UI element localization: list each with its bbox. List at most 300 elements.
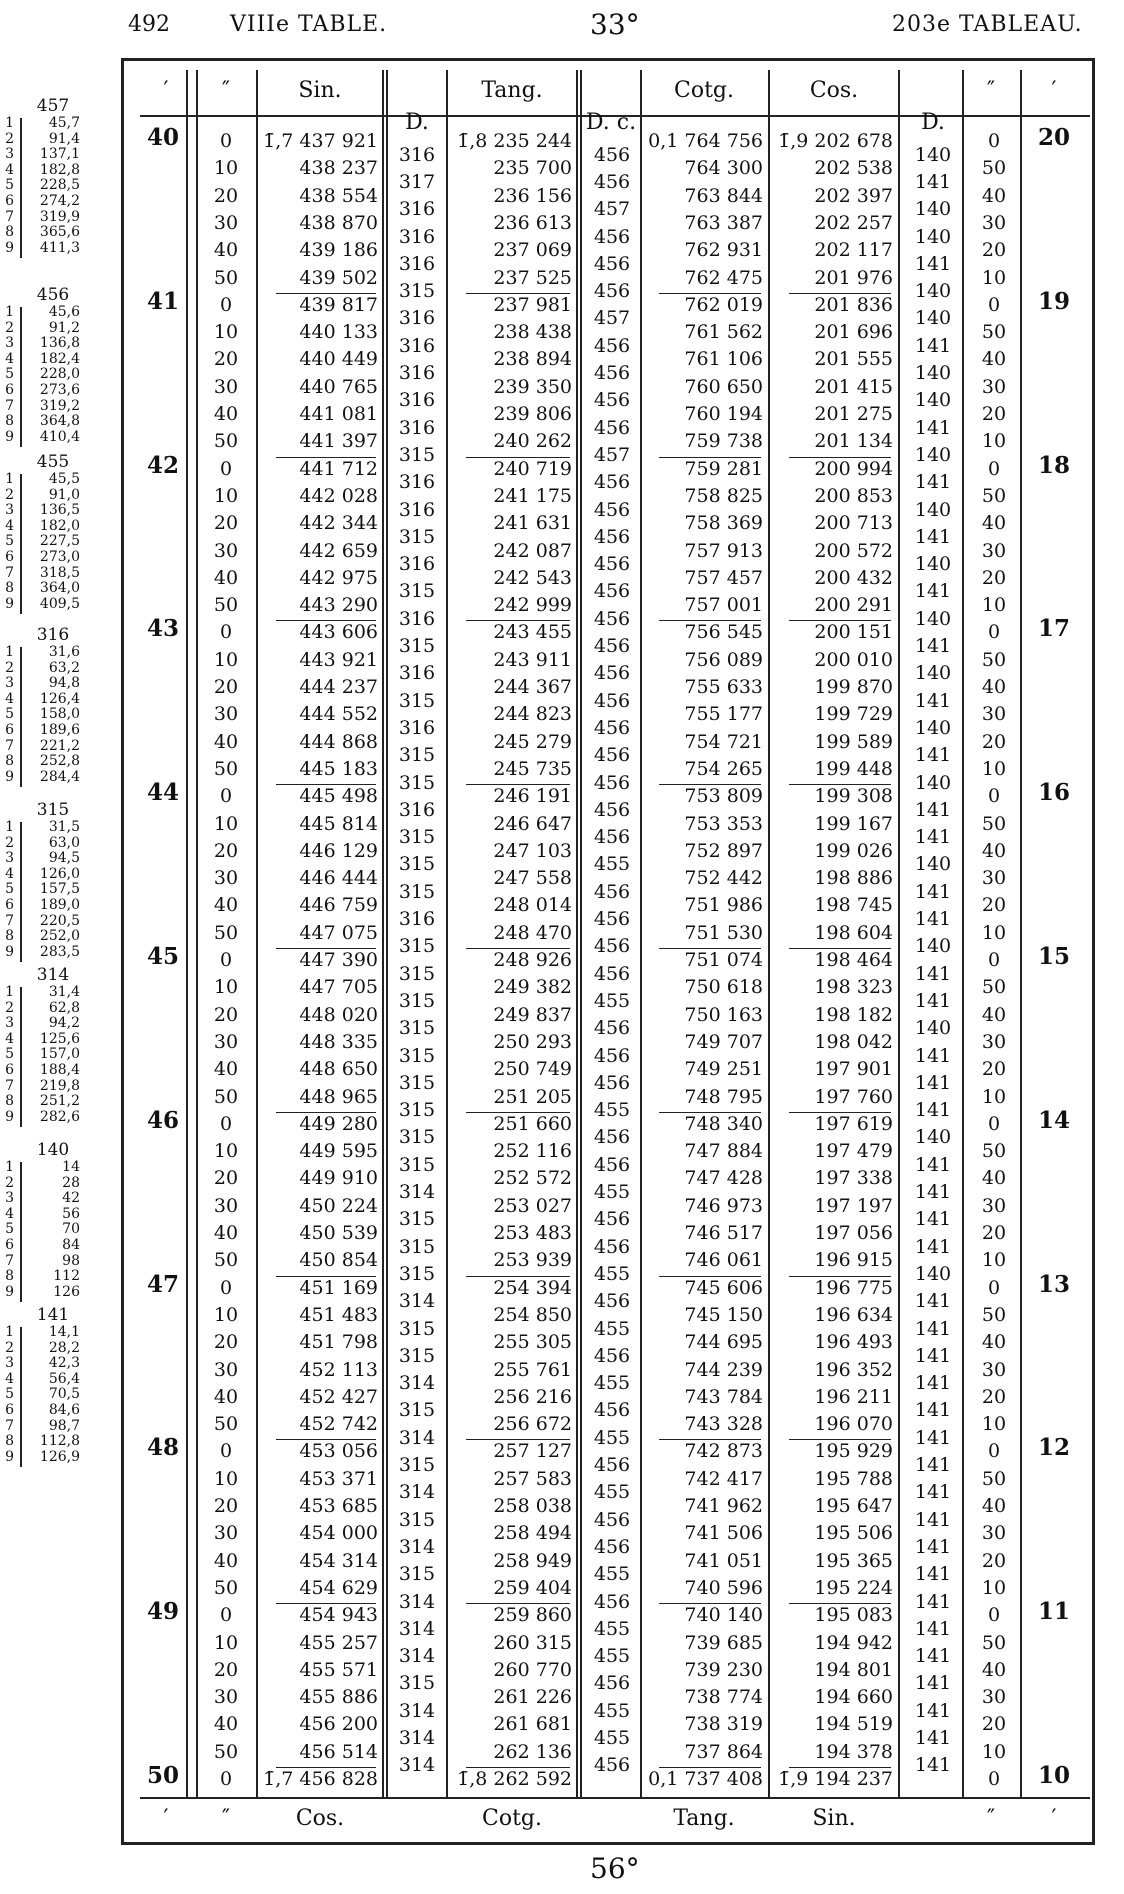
table-cell-s2: 0: [987, 1276, 1001, 1299]
pp-block: [0, 1140, 106, 1300]
table-cell-cotg: 760 194: [684, 403, 763, 425]
pp-value: 283,5: [39, 943, 80, 960]
table-cell-d2: 140: [914, 362, 952, 385]
table-cell-sin: 443 290: [299, 594, 378, 617]
table-cell-s2: 10: [981, 430, 1007, 453]
pp-value: 274,2: [39, 192, 80, 209]
table-cell-sin: 452 427: [299, 1385, 378, 1408]
table-cell-m2: 17: [1037, 615, 1070, 643]
column-header-min2: ′: [1051, 78, 1057, 103]
pp-value: 31,6: [48, 644, 80, 660]
pp-value: 63,2: [48, 659, 80, 676]
table-cell-cotg: 741 051: [684, 1549, 763, 1572]
pp-value: 98: [62, 1252, 80, 1269]
table-cell-cotg: 761 562: [684, 321, 763, 344]
table-cell-d: 315: [398, 1099, 436, 1122]
table-cell-tang: 261 226: [493, 1686, 572, 1709]
table-cell-s2: 40: [981, 512, 1007, 535]
table-cell-d: 316: [398, 252, 436, 275]
table-cell-dc: 456: [593, 416, 631, 439]
table-cell-dc: 456: [593, 498, 631, 521]
pp-index: 1: [5, 1324, 14, 1340]
table-cell-dc: 456: [593, 880, 631, 903]
table-cell-s: 10: [213, 1467, 239, 1490]
table-cell-d: 314: [398, 1699, 436, 1722]
table-cell-sin: 1̄,7 456 828: [263, 1768, 378, 1790]
column-footer-sec: ″: [221, 1806, 231, 1831]
table-cell-sin: 448 650: [299, 1058, 378, 1081]
table-cell-cotg: 759 281: [684, 457, 763, 480]
table-cell-cos: 202 538: [814, 157, 893, 180]
table-cell-s2: 10: [981, 1576, 1007, 1599]
table-cell-dc: 456: [593, 389, 631, 412]
table-cell-cos: 198 464: [814, 949, 893, 971]
table-cell-cotg: 757 457: [684, 566, 763, 589]
table-cell-s2: 20: [981, 239, 1007, 262]
table-cell-dc: 455: [593, 1099, 631, 1122]
table-cell-d2: 140: [914, 498, 952, 521]
table-cell-d: 316: [398, 362, 436, 385]
table-cell-dc: 456: [593, 1399, 631, 1422]
table-cell-d2: 140: [914, 853, 952, 876]
table-cell-d2: 141: [914, 880, 952, 903]
table-cell-s: 30: [213, 539, 239, 562]
table-cell-sin: 444 237: [299, 676, 378, 698]
table-cell-dc: 455: [593, 1727, 631, 1750]
table-cell-sin: 444 552: [299, 703, 378, 726]
table-cell-cos: 198 886: [814, 867, 893, 890]
table-cell-cotg: 763 844: [684, 184, 763, 207]
column-header-tang: Tang.: [481, 78, 543, 103]
column-rule: [382, 70, 384, 1797]
table-cell-cos: 195 788: [814, 1467, 893, 1490]
table-cell-d: 315: [398, 689, 436, 712]
footer-rule: [140, 1797, 1090, 1799]
table-cell-dc: 456: [593, 1508, 631, 1531]
table-cell-d: 315: [398, 962, 436, 985]
table-cell-cos: 198 604: [814, 921, 893, 944]
table-cell-s: 20: [213, 839, 239, 862]
table-cell-cotg: 760 650: [684, 375, 763, 398]
pp-item: [0, 519, 106, 535]
column-rule: [580, 70, 582, 1797]
minute-rule: [466, 293, 570, 294]
table-cell-cos: 201 415: [814, 375, 893, 398]
table-cell-dc: 456: [593, 553, 631, 576]
table-cell-sin: 446 444: [299, 867, 378, 890]
pp-index: 5: [5, 1221, 14, 1238]
column-footer-min2: ′: [1051, 1806, 1057, 1831]
table-cell-d: 316: [398, 334, 436, 357]
table-cell-d2: 141: [914, 252, 952, 275]
table-cell-d2: 141: [914, 1645, 952, 1668]
table-cell-cos: 199 870: [814, 676, 893, 698]
table-cell-d2: 140: [914, 443, 952, 466]
table-cell-d: 314: [398, 1290, 436, 1313]
pp-index: 6: [5, 721, 14, 738]
table-cell-cos: 196 634: [814, 1303, 893, 1326]
table-cell-dc: 456: [593, 471, 631, 494]
pp-head: 456: [36, 285, 70, 305]
table-cell-cos: 201 134: [814, 430, 893, 453]
table-cell-cotg: 746 061: [684, 1249, 763, 1272]
table-cell-s2: 30: [981, 867, 1007, 890]
pp-index: 3: [5, 335, 14, 352]
pp-index: 6: [5, 896, 14, 913]
table-cell-d2: 141: [914, 1699, 952, 1722]
pp-item: [0, 1434, 106, 1450]
table-cell-sin: 448 965: [299, 1085, 378, 1108]
pp-index: 2: [5, 834, 14, 851]
pp-item: [0, 929, 106, 945]
table-cell-s2: 30: [981, 1358, 1007, 1381]
table-cell-d: 315: [398, 525, 436, 548]
pp-index: 7: [5, 208, 14, 225]
minute-rule: [276, 620, 376, 621]
pp-index: 5: [5, 881, 14, 898]
table-cell-m: 44: [146, 779, 179, 807]
minute-rule: [466, 1767, 570, 1768]
table-cell-m: 40: [146, 124, 179, 151]
minute-rule: [789, 457, 891, 458]
table-cell-d: 314: [398, 1727, 436, 1750]
minute-rule: [789, 1603, 891, 1604]
minute-rule: [466, 948, 570, 949]
pp-index: 4: [5, 690, 14, 707]
pp-item: [0, 1254, 106, 1270]
pp-item: [0, 914, 106, 930]
pp-item: [0, 147, 106, 163]
pp-item: [0, 1222, 106, 1238]
pp-item: [0, 597, 106, 613]
minute-rule: [789, 948, 891, 949]
pp-index: 7: [5, 1077, 14, 1094]
table-cell-sin: 450 224: [299, 1194, 378, 1217]
table-cell-cos: 197 197: [814, 1194, 893, 1217]
pp-head: 314: [36, 965, 70, 985]
column-footer-min: ′: [163, 1806, 169, 1831]
table-cell-m2: 16: [1037, 779, 1070, 807]
table-cell-cos: 200 994: [814, 457, 893, 480]
pp-value: 365,6: [39, 224, 80, 241]
table-cell-s2: 0: [987, 949, 1001, 971]
table-cell-cotg: 762 475: [684, 266, 763, 289]
minute-rule: [276, 1276, 376, 1277]
pp-index: 7: [5, 737, 14, 754]
column-header-min: ′: [163, 78, 169, 103]
table-cell-tang: 257 127: [493, 1440, 572, 1463]
table-cell-dc: 455: [593, 1563, 631, 1586]
pp-item: [0, 132, 106, 148]
minute-rule: [659, 1112, 761, 1113]
table-cell-sin: 447 075: [299, 921, 378, 944]
pp-item: [0, 1176, 106, 1192]
table-cell-s2: 50: [981, 1140, 1007, 1163]
table-cell-d2: 140: [914, 662, 952, 685]
table-cell-cotg: 744 239: [684, 1358, 763, 1381]
pp-index: 3: [5, 1355, 14, 1372]
table-cell-cotg: 742 873: [684, 1440, 763, 1463]
pp-value: 364,0: [39, 580, 80, 597]
table-cell-d: 315: [398, 853, 436, 876]
table-cell-cos: 201 696: [814, 321, 893, 344]
table-cell-sin: 439 502: [299, 266, 378, 289]
table-cell-cos: 200 010: [814, 648, 893, 671]
table-cell-tang: 239 806: [493, 403, 572, 425]
pp-item: [0, 1032, 106, 1048]
table-cell-tang: 244 367: [493, 676, 572, 698]
table-cell-d2: 140: [914, 716, 952, 739]
table-cell-tang: 247 558: [493, 867, 572, 890]
table-cell-s2: 50: [981, 976, 1007, 999]
table-cell-sin: 438 554: [299, 184, 378, 207]
table-cell-cos: 196 352: [814, 1358, 893, 1381]
table-cell-s: 30: [213, 1194, 239, 1217]
table-cell-d: 315: [398, 1126, 436, 1149]
table-cell-sin: 455 886: [299, 1686, 378, 1709]
table-cell-sin: 450 539: [299, 1222, 378, 1244]
table-cell-s2: 50: [981, 1631, 1007, 1654]
table-cell-d2: 141: [914, 1344, 952, 1367]
table-cell-dc: 456: [593, 935, 631, 958]
table-cell-cotg: 750 163: [684, 1003, 763, 1026]
table-cell-dc: 456: [593, 908, 631, 931]
table-cell-d: 316: [398, 471, 436, 494]
table-cell-dc: 456: [593, 1153, 631, 1176]
degree-bottom: 56°: [590, 1852, 640, 1885]
table-cell-m2: 10: [1037, 1762, 1070, 1789]
pp-item: [0, 414, 106, 430]
table-cell-sin: 453 056: [299, 1440, 378, 1463]
column-rule: [576, 70, 578, 1797]
pp-index: 3: [5, 146, 14, 163]
table-cell-cotg: 748 795: [684, 1085, 763, 1108]
pp-value: 188,4: [39, 1061, 80, 1078]
pp-item: [0, 430, 106, 446]
pp-value: 409,5: [39, 595, 80, 612]
table-cell-cos: 200 713: [814, 512, 893, 535]
pp-value: 319,9: [39, 208, 80, 225]
table-cell-cotg: 750 618: [684, 976, 763, 999]
table-cell-sin: 445 183: [299, 757, 378, 780]
table-cell-dc: 455: [593, 1699, 631, 1722]
table-cell-cos: 199 589: [814, 730, 893, 753]
pp-index: 5: [5, 1046, 14, 1063]
table-cell-sin: 445 498: [299, 785, 378, 808]
table-cell-sin: 455 571: [299, 1658, 378, 1681]
pp-value: 273,0: [39, 548, 80, 565]
table-cell-cotg: 746 517: [684, 1222, 763, 1244]
minute-rule: [659, 948, 761, 949]
table-cell-tang: 251 660: [493, 1112, 572, 1135]
table-cell-m: 45: [146, 943, 179, 970]
table-cell-s: 40: [213, 239, 239, 262]
table-cell-m: 41: [146, 287, 179, 315]
pp-index: 3: [5, 1015, 14, 1032]
minute-rule: [659, 620, 761, 621]
pp-index: 8: [5, 413, 14, 430]
table-cell-dc: 456: [593, 1535, 631, 1558]
pp-head: 316: [36, 625, 70, 645]
pp-value: 70,5: [48, 1386, 80, 1403]
table-cell-s: 0: [219, 1604, 233, 1627]
table-cell-dc: 456: [593, 662, 631, 685]
pp-item: [0, 534, 106, 550]
table-cell-d2: 141: [914, 908, 952, 931]
table-cell-dc: 455: [593, 1645, 631, 1668]
table-cell-d: 315: [398, 1262, 436, 1285]
minute-rule: [789, 1439, 891, 1440]
pp-index: 4: [5, 350, 14, 367]
table-cell-s: 30: [213, 703, 239, 726]
table-cell-cos: 200 572: [814, 539, 893, 562]
pp-index: 8: [5, 1093, 14, 1110]
pp-item: [0, 1341, 106, 1357]
pp-index: 4: [5, 865, 14, 882]
minute-rule: [466, 1439, 570, 1440]
table-cell-s: 40: [213, 1058, 239, 1081]
table-cell-s: 40: [213, 1385, 239, 1408]
pp-head: 140: [36, 1140, 70, 1160]
pp-item: [0, 645, 106, 661]
table-cell-s: 20: [213, 1003, 239, 1026]
table-cell-dc: 456: [593, 1071, 631, 1094]
pp-value: 137,1: [39, 146, 80, 163]
table-cell-dc: 456: [593, 1126, 631, 1149]
table-cell-s: 30: [213, 1358, 239, 1381]
column-rule: [446, 70, 448, 1797]
table-cell-tang: 246 191: [493, 785, 572, 808]
pp-index: 5: [5, 366, 14, 383]
degree-top: 33°: [590, 8, 640, 41]
minute-rule: [789, 1276, 891, 1277]
table-cell-sin: 1̄,7 437 921: [263, 130, 378, 152]
table-cell-sin: 441 081: [299, 403, 378, 425]
table-cell-d2: 140: [914, 143, 952, 166]
table-cell-sin: 448 335: [299, 1030, 378, 1053]
table-cell-s2: 20: [981, 1385, 1007, 1408]
table-cell-cotg: 749 707: [684, 1030, 763, 1053]
pp-item: [0, 581, 106, 597]
table-cell-dc: 456: [593, 1344, 631, 1367]
table-cell-s2: 40: [981, 839, 1007, 862]
table-cell-s: 20: [213, 512, 239, 535]
table-cell-cotg: 753 353: [684, 812, 763, 835]
column-rule: [640, 70, 642, 1797]
table-cell-d2: 141: [914, 1454, 952, 1477]
table-cell-s2: 20: [981, 1549, 1007, 1572]
table-cell-d: 315: [398, 580, 436, 603]
pp-block: [0, 452, 106, 612]
table-cell-s: 0: [219, 293, 233, 316]
table-cell-dc: 456: [593, 1590, 631, 1613]
table-cell-d2: 140: [914, 1017, 952, 1040]
minute-rule: [466, 1112, 570, 1113]
table-cell-cotg: 737 864: [684, 1740, 763, 1763]
pp-value: 42: [62, 1190, 80, 1207]
table-cell-cotg: 757 001: [684, 594, 763, 617]
table-cell-sin: 454 943: [299, 1604, 378, 1627]
table-cell-tang: 241 175: [493, 484, 572, 507]
table-cell-d2: 141: [914, 416, 952, 439]
table-cell-d: 316: [398, 143, 436, 166]
table-cell-cotg: 751 986: [684, 894, 763, 917]
table-cell-d: 315: [398, 880, 436, 903]
pp-value: 182,0: [39, 517, 80, 534]
table-cell-s2: 40: [981, 676, 1007, 698]
pp-block: [0, 285, 106, 445]
table-cell-tang: 248 470: [493, 921, 572, 944]
table-cell-d2: 141: [914, 1481, 952, 1504]
pp-item: [0, 383, 106, 399]
table-cell-cos: 201 275: [814, 403, 893, 425]
table-cell-s2: 30: [981, 375, 1007, 398]
minute-rule: [659, 1276, 761, 1277]
pp-value: 252,0: [39, 928, 80, 945]
pp-index: 9: [5, 1108, 14, 1125]
table-cell-cos: 196 070: [814, 1413, 893, 1436]
pp-index: 6: [5, 1401, 14, 1418]
table-cell-cos: 201 976: [814, 266, 893, 289]
table-cell-s: 50: [213, 594, 239, 617]
table-cell-tang: 241 631: [493, 512, 572, 535]
table-cell-cos: 194 660: [814, 1686, 893, 1709]
table-cell-s2: 10: [981, 1740, 1007, 1763]
table-cell-sin: 441 712: [299, 457, 378, 480]
table-cell-s: 30: [213, 1522, 239, 1545]
pp-value: 251,2: [39, 1093, 80, 1110]
table-cell-s: 10: [213, 321, 239, 344]
pp-item: [0, 550, 106, 566]
table-cell-dc: 456: [593, 1044, 631, 1067]
pp-rule: [20, 822, 22, 962]
table-cell-sin: 439 817: [299, 293, 378, 316]
table-cell-m: 43: [146, 615, 179, 643]
pp-value: 28: [62, 1174, 80, 1191]
table-cell-s: 10: [213, 157, 239, 180]
pp-value: 94,5: [48, 850, 80, 867]
table-cell-dc: 455: [593, 1262, 631, 1285]
pp-item: [0, 770, 106, 786]
table-cell-s: 20: [213, 348, 239, 371]
table-cell-dc: 456: [593, 1017, 631, 1040]
table-cell-s2: 30: [981, 211, 1007, 234]
table-cell-d2: 140: [914, 553, 952, 576]
table-cell-s: 20: [213, 676, 239, 698]
pp-value: 273,6: [39, 381, 80, 398]
pp-value: 318,5: [39, 564, 80, 581]
pp-item: [0, 1285, 106, 1301]
table-cell-cotg: 0,1 764 756: [648, 130, 763, 152]
pp-value: 98,7: [48, 1417, 80, 1434]
table-cell-d: 316: [398, 607, 436, 630]
table-cell-tang: 251 205: [493, 1085, 572, 1108]
table-cell-d: 315: [398, 1153, 436, 1176]
table-cell-sin: 438 237: [299, 157, 378, 180]
table-cell-d: 315: [398, 1672, 436, 1695]
table-cell-cos: 200 291: [814, 594, 893, 617]
pp-index: 8: [5, 753, 14, 770]
table-cell-s: 0: [219, 1112, 233, 1135]
table-cell-s2: 0: [987, 1440, 1001, 1463]
table-cell-dc: 456: [593, 362, 631, 385]
pp-item: [0, 820, 106, 836]
table-cell-d2: 140: [914, 607, 952, 630]
table-cell-tang: 237 069: [493, 239, 572, 262]
table-cell-cos: 197 760: [814, 1085, 893, 1108]
pp-index: 9: [5, 1448, 14, 1465]
pp-index: 3: [5, 502, 14, 519]
